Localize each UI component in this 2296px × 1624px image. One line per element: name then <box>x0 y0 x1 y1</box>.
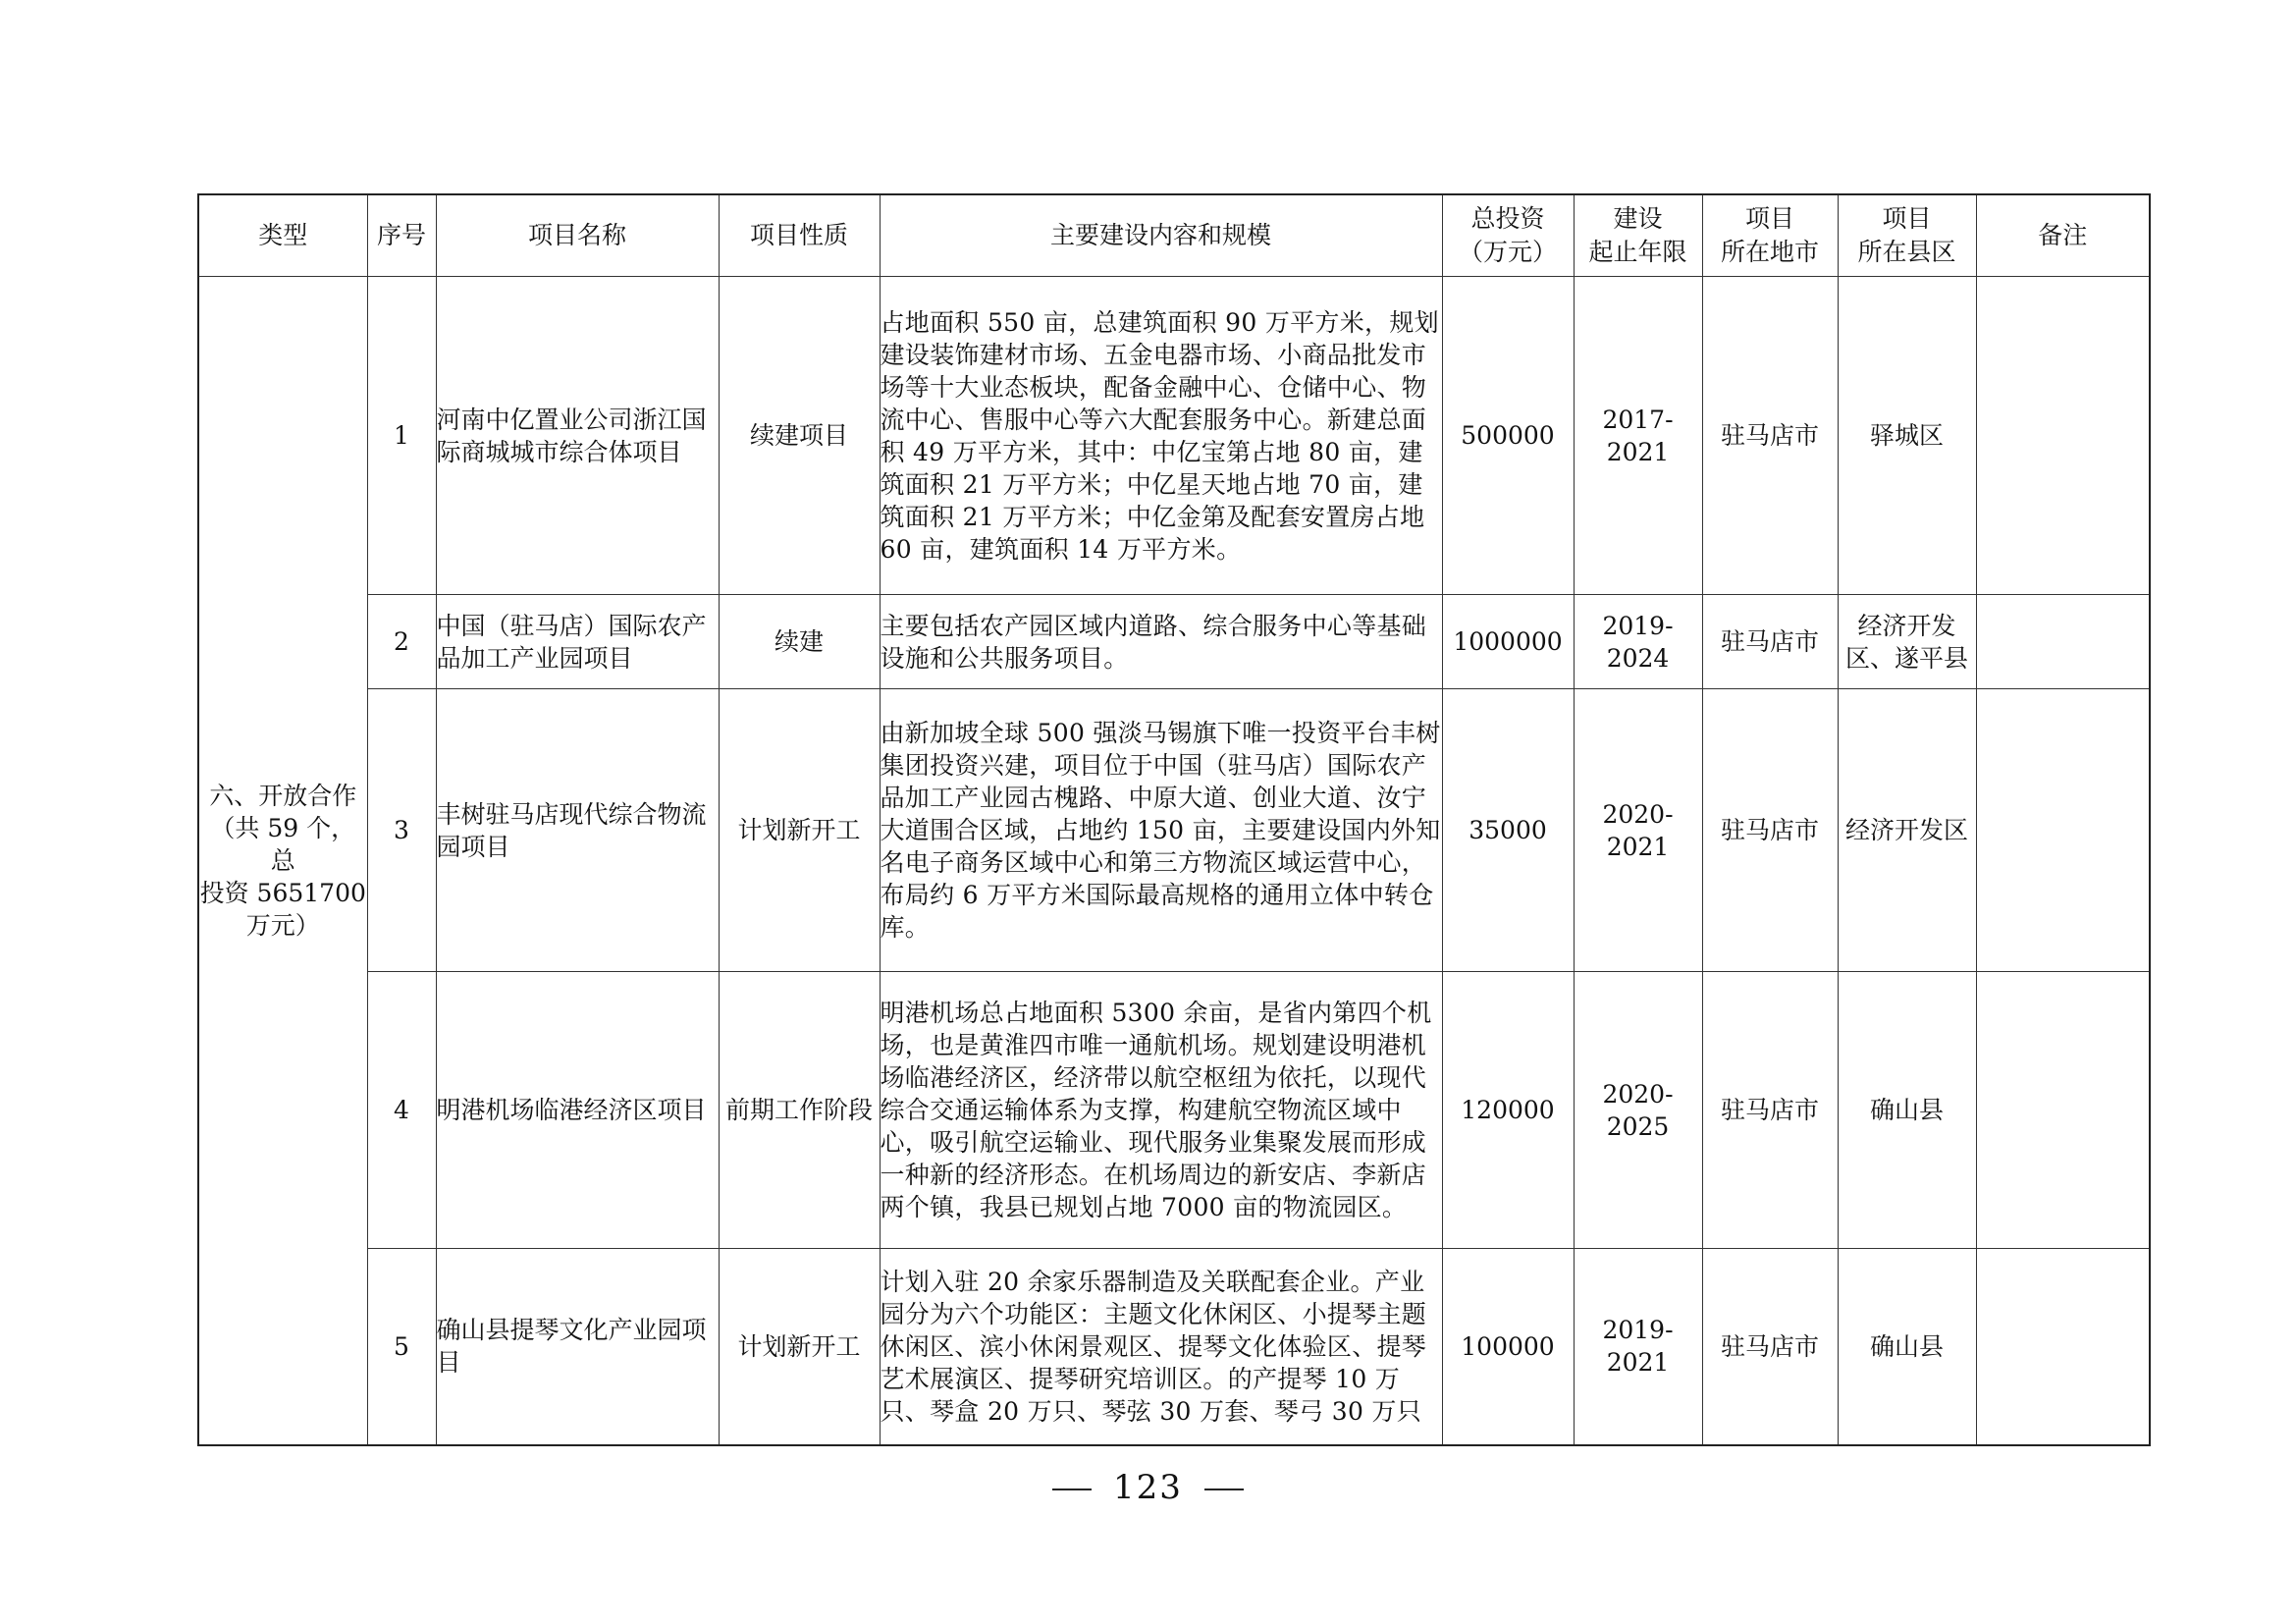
header-county: 项目 所在县区 <box>1838 194 1976 277</box>
project-remark <box>1976 595 2150 689</box>
project-investment: 35000 <box>1442 689 1574 972</box>
table-row <box>198 595 2150 689</box>
header-content: 主要建设内容和规模 <box>880 194 1442 277</box>
table-row <box>198 689 2150 972</box>
page-number: 123 <box>1113 1468 1183 1507</box>
project-period: 2017-2021 <box>1574 277 1702 595</box>
project-nature: 计划新开工 <box>719 689 880 972</box>
project-remark <box>1976 1249 2150 1445</box>
project-table <box>197 193 2151 1446</box>
header-no: 序号 <box>367 194 436 277</box>
row-no: 2 <box>367 595 436 689</box>
project-period: 2020-2025 <box>1574 972 1702 1249</box>
row-no: 5 <box>367 1249 436 1445</box>
header-city: 项目 所在地市 <box>1702 194 1838 277</box>
header-name: 项目名称 <box>436 194 719 277</box>
table-header <box>198 194 2150 277</box>
project-period: 2019-2024 <box>1574 595 1702 689</box>
row-no: 3 <box>367 689 436 972</box>
project-investment: 120000 <box>1442 972 1574 1249</box>
project-city: 驻马店市 <box>1702 1249 1838 1445</box>
project-content: 计划入驻 20 余家乐器制造及关联配套企业。产业园分为六个功能区：主题文化休闲区、小提琴主题休闲区、滨小休闲景观区、提琴文化体验区、提琴艺术展演区、提琴研究培训区。的产提琴 10 万只、琴盒 20 万只、琴弦 30 万套、琴弓 30 万只 <box>880 1249 1442 1445</box>
project-content: 由新加坡全球 500 强淡马锡旗下唯一投资平台丰树集团投资兴建，项目位于中国（驻马店）国际农产品加工产业园古槐路、中原大道、创业大道、汝宁大道围合区域，占地约 150 亩，主要建设国内外知名电子商务区域中心和第三方物流区域运营中心，布局约 6 万平方米国际最高规格的通用立体中转仓库。 <box>880 689 1442 972</box>
project-nature: 续建项目 <box>719 277 880 595</box>
project-city: 驻马店市 <box>1702 972 1838 1249</box>
project-remark <box>1976 972 2150 1249</box>
header-row <box>198 194 2150 277</box>
project-name: 河南中亿置业公司浙江国际商城城市综合体项目 <box>436 277 719 595</box>
table-body <box>198 277 2150 1445</box>
footer-dash-left <box>1052 1489 1092 1490</box>
header-remark: 备注 <box>1976 194 2150 277</box>
category-cell: 六、开放合作 （共 59 个，总 投资 5651700 万元） <box>198 277 367 1445</box>
page-footer <box>0 1468 2296 1507</box>
row-no: 1 <box>367 277 436 595</box>
project-investment: 1000000 <box>1442 595 1574 689</box>
header-investment: 总投资 （万元） <box>1442 194 1574 277</box>
project-content: 主要包括农产园区域内道路、综合服务中心等基础设施和公共服务项目。 <box>880 595 1442 689</box>
table-row <box>198 972 2150 1249</box>
project-period: 2020-2021 <box>1574 689 1702 972</box>
project-investment: 100000 <box>1442 1249 1574 1445</box>
project-name: 明港机场临港经济区项目 <box>436 972 719 1249</box>
project-remark <box>1976 277 2150 595</box>
project-city: 驻马店市 <box>1702 277 1838 595</box>
project-name: 中国（驻马店）国际农产品加工产业园项目 <box>436 595 719 689</box>
table-row <box>198 277 2150 595</box>
project-name: 确山县提琴文化产业园项目 <box>436 1249 719 1445</box>
project-content: 占地面积 550 亩，总建筑面积 90 万平方米，规划建设装饰建材市场、五金电器市场、小商品批发市场等十大业态板块，配备金融中心、仓储中心、物流中心、售服中心等六大配套服务中心。新建总面积 49 万平方米，其中：中亿宝第占地 80 亩，建筑面积 21 万平方米；中亿星天地占地 70 亩，建筑面积 21 万平方米；中亿金第及配套安置房占地 60 亩，建筑面积 14 万平方米。 <box>880 277 1442 595</box>
project-county: 经济开发区 <box>1838 689 1976 972</box>
project-county: 确山县 <box>1838 972 1976 1249</box>
project-county: 驿城区 <box>1838 277 1976 595</box>
header-period: 建设 起止年限 <box>1574 194 1702 277</box>
project-city: 驻马店市 <box>1702 689 1838 972</box>
table-row <box>198 1249 2150 1445</box>
project-nature: 前期工作阶段 <box>719 972 880 1249</box>
header-nature: 项目性质 <box>719 194 880 277</box>
project-county: 确山县 <box>1838 1249 1976 1445</box>
project-remark <box>1976 689 2150 972</box>
row-no: 4 <box>367 972 436 1249</box>
project-nature: 续建 <box>719 595 880 689</box>
project-name: 丰树驻马店现代综合物流园项目 <box>436 689 719 972</box>
project-city: 驻马店市 <box>1702 595 1838 689</box>
project-nature: 计划新开工 <box>719 1249 880 1445</box>
footer-dash-right <box>1204 1489 1244 1490</box>
project-investment: 500000 <box>1442 277 1574 595</box>
project-period: 2019-2021 <box>1574 1249 1702 1445</box>
project-content: 明港机场总占地面积 5300 余亩，是省内第四个机场，也是黄淮四市唯一通航机场。规划建设明港机场临港经济区，经济带以航空枢纽为依托，以现代综合交通运输体系为支撑，构建航空物流区域中心，吸引航空运输业、现代服务业集聚发展而形成一种新的经济形态。在机场周边的新安店、李新店两个镇，我县已规划占地 7000 亩的物流园区。 <box>880 972 1442 1249</box>
project-county: 经济开发区、遂平县 <box>1838 595 1976 689</box>
header-type: 类型 <box>198 194 367 277</box>
